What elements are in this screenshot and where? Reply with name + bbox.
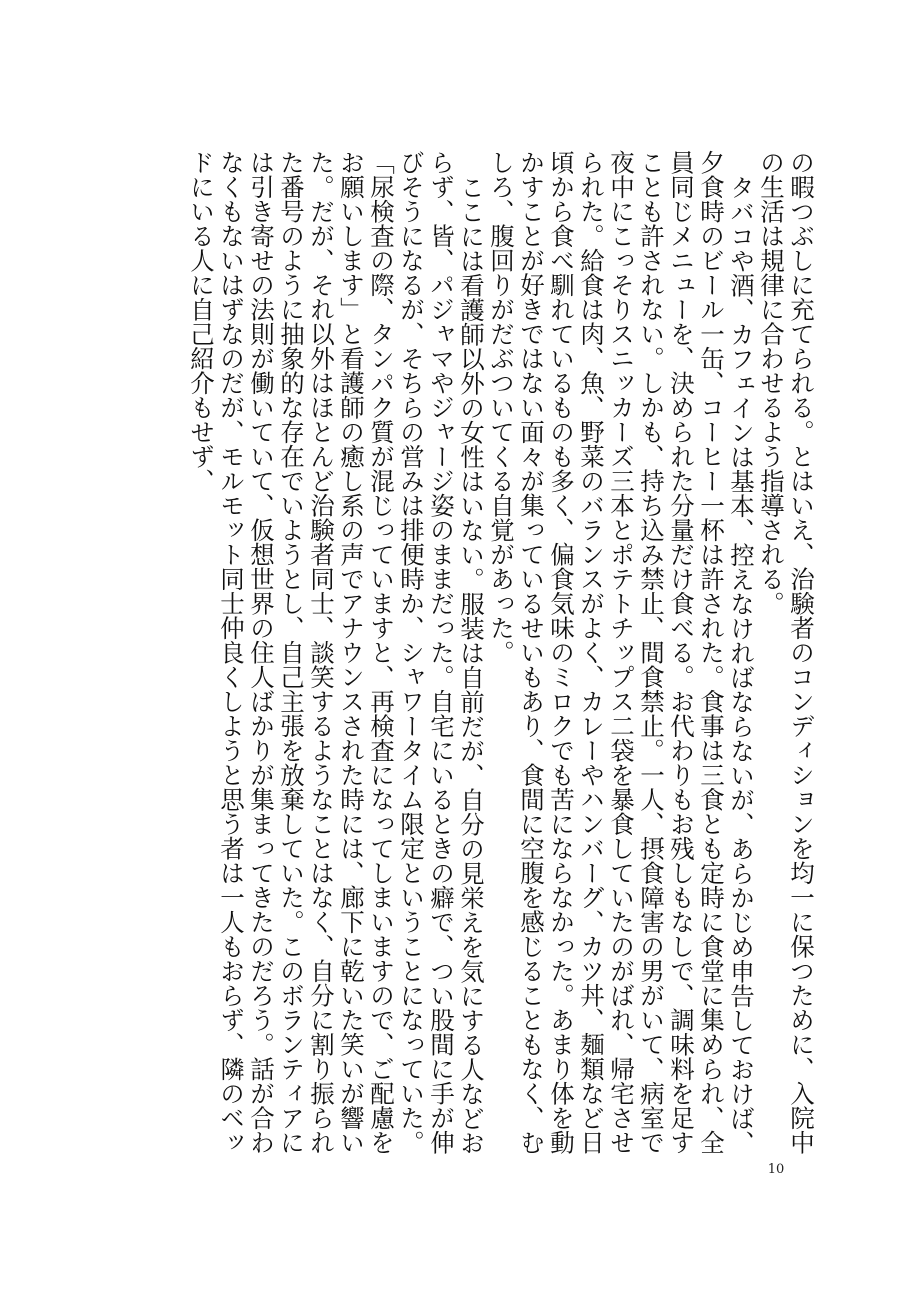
paragraph-3: ここには看護師以外の女性はいない。服装は自前だが、自分の見栄えを気にする人などおらず、皆、パジャマやジャージ姿のままだった。自宅にいるときの癖で、つい股間に手が伸びそうになるが、そちらの営みは排便時か、シャワータイム限定ということになっていた。 (397, 150, 486, 1155)
paragraph-4: 「尿検査の際、タンパク質が混じっていますと、再検査になってしまいますので、ご配慮をお願いします」と看護師の癒し系の声でアナウンスされた時には、廊下に乾いた笑いが響いた。だが、それ以外はほとんど治験者同士、談笑するようなことはなく、自分に割り振られた番号のように抽象的な存在でいようとし、自己主張を放棄していた。このボランティアには引き寄せの法則が働いていて、仮想世界の住人ばかりが集まってきたのだろう。話が合わなくもないはずなのだが、モルモット同士仲良くしようと思う者は一人もおらず、隣のベッドにいる人に自己紹介もせず、 (187, 150, 396, 1155)
vertical-text-body (96, 150, 816, 1160)
paragraph-1: の暇つぶしに充てられる。とはいえ、治験者のコンディションを均一に保つために、入院中の生活は規律に合わせるよう指導される。 (757, 150, 816, 1155)
page-number: 10 (767, 1162, 785, 1177)
paragraph-2: タバコや酒、カフェインは基本、控えなければならないが、あらかじめ申告しておけば、夕食時のビール一缶、コーヒー一杯は許された。食事は三食とも定時に食堂に集められ、全員同じメニューを、決められた分量だけ食べる。お代わりもお残しもなしで、調味料を足すことも許されない。しかも、持ち込み禁止、間食禁止。一人、摂食障害の男がいて、病室で夜中にこっそりスニッカーズ三本とポテトチップス二袋を暴食していたのがばれ、帰宅させられた。給食は肉、魚、野菜のバランスがよく、カレーやハンバーグ、カツ丼、麺類など日頃から食べ馴れているものも多く、偏食気味のミロクでも苦にならなかった。あまり体を動かすことが好きではない面々が集っているせいもあり、食間に空腹を感じることもなく、むしろ、腹回りがだぶついてくる自覚があった。 (487, 150, 756, 1155)
